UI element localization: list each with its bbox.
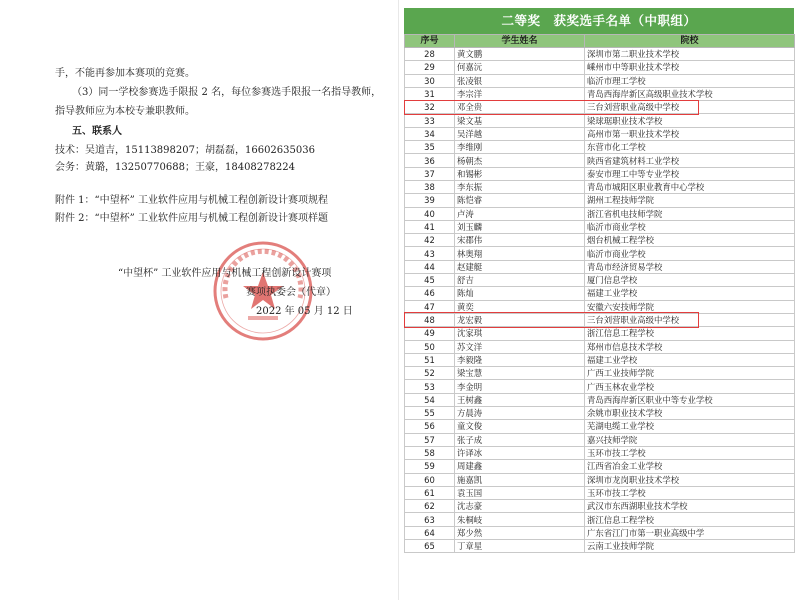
row-number: 55: [405, 407, 455, 420]
table-row: [405, 446, 795, 459]
row-number: 58: [405, 446, 455, 459]
row-number: 48: [405, 313, 455, 326]
table-row: [405, 260, 795, 273]
student-name: 梁文基: [455, 114, 585, 127]
row-number: 42: [405, 234, 455, 247]
school-name: 临沂市商业学校: [585, 247, 795, 260]
school-name: 梁球琚职业技术学校: [585, 114, 795, 127]
student-name: 童文俊: [455, 420, 585, 433]
table-row: [405, 154, 795, 167]
school-name: 深圳市第二职业技术学校: [585, 48, 795, 61]
doc-line-3: 指导教师应为本校专兼职教师。: [55, 106, 195, 117]
school-name: 江西省冶金工业学校: [585, 460, 795, 473]
section-heading-contacts: 五、联系人: [72, 126, 122, 137]
table-row: [405, 513, 795, 526]
contact-meeting: 会务：黄璐，13250770688；王豪，18408278224: [55, 162, 295, 173]
school-name: 高州市第一职业技术学校: [585, 127, 795, 140]
row-number: 54: [405, 393, 455, 406]
student-name: 卢涛: [455, 207, 585, 220]
row-number: 50: [405, 340, 455, 353]
award-list-page: [404, 8, 794, 553]
row-number: 30: [405, 74, 455, 87]
student-name: 张子成: [455, 433, 585, 446]
left-document-page: [0, 0, 395, 600]
table-row: [405, 180, 795, 193]
school-name: 福建工业学校: [585, 353, 795, 366]
school-name: 余姚市职业技术学校: [585, 407, 795, 420]
table-row: [405, 526, 795, 539]
row-number: 40: [405, 207, 455, 220]
table-row: [405, 393, 795, 406]
table-row: [405, 460, 795, 473]
table-row: [405, 87, 795, 100]
student-name: 刘玉麟: [455, 220, 585, 233]
student-name: 王树鑫: [455, 393, 585, 406]
attachment-2: 附件 2：“中望杯” 工业软件应用与机械工程创新设计赛项样题: [55, 213, 328, 224]
student-name: 沈家琪: [455, 327, 585, 340]
page-divider: [398, 0, 399, 600]
header-school: 院校: [585, 35, 795, 48]
row-number: 28: [405, 48, 455, 61]
table-row: [405, 407, 795, 420]
table-header-row: [405, 35, 795, 48]
contact-technical: 技术：吴道吉，15113898207；胡磊磊，16602635036: [55, 145, 315, 156]
table-row: [405, 48, 795, 61]
student-name: 许译冰: [455, 446, 585, 459]
school-name: 烟台机械工程学校: [585, 234, 795, 247]
school-name: 三台刘营职业高级中学校: [585, 313, 795, 326]
school-name: 浙江省机电技师学院: [585, 207, 795, 220]
row-number: 47: [405, 300, 455, 313]
student-name: 李维刚: [455, 141, 585, 154]
school-name: 深圳市龙岗职业技术学校: [585, 473, 795, 486]
student-name: 和锡彬: [455, 167, 585, 180]
school-name: 陕西省建筑材料工业学校: [585, 154, 795, 167]
table-row: [405, 539, 795, 552]
table-row: [405, 74, 795, 87]
school-name: 东营市化工学校: [585, 141, 795, 154]
highlight-row-32: [404, 100, 699, 115]
student-name: 邓全贵: [455, 101, 585, 114]
row-number: 45: [405, 274, 455, 287]
student-name: 施嘉凯: [455, 473, 585, 486]
school-name: 广西工业技师学院: [585, 367, 795, 380]
school-name: 浙江信息工程学校: [585, 327, 795, 340]
school-name: 广东省江门市第一职业高级中学: [585, 526, 795, 539]
table-body: [405, 48, 795, 553]
table-row: [405, 353, 795, 366]
table-row: [405, 420, 795, 433]
student-name: 龙宏毅: [455, 313, 585, 326]
row-number: 32: [405, 101, 455, 114]
table-row: [405, 234, 795, 247]
row-number: 39: [405, 194, 455, 207]
row-number: 38: [405, 180, 455, 193]
row-number: 53: [405, 380, 455, 393]
row-number: 57: [405, 433, 455, 446]
row-number: 31: [405, 87, 455, 100]
student-name: 黄文鹏: [455, 48, 585, 61]
header-number: 序号: [405, 35, 455, 48]
student-name: 李金明: [455, 380, 585, 393]
student-name: 舒吉: [455, 274, 585, 287]
signature-date: 2022 年 05 月 12 日: [256, 306, 353, 317]
doc-line-2: （3）同一学校参赛选手限报 2 名，每位参赛选手限报一名指导教师，: [72, 87, 382, 98]
school-name: 青岛西海岸新区职业中等专业学校: [585, 393, 795, 406]
row-number: 61: [405, 486, 455, 499]
row-number: 35: [405, 141, 455, 154]
highlight-row-48: [404, 312, 699, 327]
signature-org: “中望杯” 工业软件应用与机械工程创新设计赛项: [118, 268, 332, 279]
row-number: 52: [405, 367, 455, 380]
school-name: 泰安市理工中等专业学校: [585, 167, 795, 180]
student-name: 朱桐岐: [455, 513, 585, 526]
row-number: 41: [405, 220, 455, 233]
student-name: 梁宝慧: [455, 367, 585, 380]
school-name: 三台刘营职业高级中学校: [585, 101, 795, 114]
table-row: [405, 340, 795, 353]
student-name: 方晨涛: [455, 407, 585, 420]
row-number: 64: [405, 526, 455, 539]
table-row: [405, 473, 795, 486]
table-row: [405, 500, 795, 513]
student-name: 李东振: [455, 180, 585, 193]
school-name: 湖州工程技师学院: [585, 194, 795, 207]
school-name: 嘉兴技师学院: [585, 433, 795, 446]
student-name: 苏文洋: [455, 340, 585, 353]
school-name: 芜湖电缆工业学校: [585, 420, 795, 433]
school-name: 厦门信息学校: [585, 274, 795, 287]
row-number: 65: [405, 539, 455, 552]
table-row: [405, 367, 795, 380]
school-name: 玉环市技工学校: [585, 486, 795, 499]
school-name: 嵊州市中等职业技术学校: [585, 61, 795, 74]
student-name: 郑少然: [455, 526, 585, 539]
row-number: 37: [405, 167, 455, 180]
table-row: [405, 207, 795, 220]
row-number: 46: [405, 287, 455, 300]
school-name: 郑州市信息技术学校: [585, 340, 795, 353]
student-name: 李毅隆: [455, 353, 585, 366]
student-name: 李宗洋: [455, 87, 585, 100]
student-name: 吴洋越: [455, 127, 585, 140]
row-number: 49: [405, 327, 455, 340]
student-name: 赵建艇: [455, 260, 585, 273]
table-title: 二等奖 获奖选手名单（中职组）: [404, 8, 794, 34]
table-row: [405, 380, 795, 393]
student-name: 周建鑫: [455, 460, 585, 473]
table-row: [405, 167, 795, 180]
row-number: 29: [405, 61, 455, 74]
school-name: 武汉市东西湖职业技术学校: [585, 500, 795, 513]
table-row: [405, 433, 795, 446]
school-name: 福建工业学校: [585, 287, 795, 300]
table-row: [405, 274, 795, 287]
school-name: 云南工业技师学院: [585, 539, 795, 552]
student-name: 杨朝杰: [455, 154, 585, 167]
school-name: 安徽六安技师学院: [585, 300, 795, 313]
student-name: 张凌银: [455, 74, 585, 87]
school-name: 广西玉林农业学校: [585, 380, 795, 393]
row-number: 63: [405, 513, 455, 526]
row-number: 43: [405, 247, 455, 260]
table-row: [405, 247, 795, 260]
row-number: 62: [405, 500, 455, 513]
table-row: [405, 141, 795, 154]
student-name: 黄奕: [455, 300, 585, 313]
school-name: 青岛市经济贸易学校: [585, 260, 795, 273]
table-row: [405, 287, 795, 300]
student-name: 沈志豪: [455, 500, 585, 513]
row-number: 33: [405, 114, 455, 127]
table-row: [405, 194, 795, 207]
school-name: 临沂市商业学校: [585, 220, 795, 233]
table-row: [405, 114, 795, 127]
doc-line-1: 手，不能再参加本赛项的竞赛。: [55, 68, 195, 79]
student-name: 丁章星: [455, 539, 585, 552]
table-row: [405, 486, 795, 499]
student-name: 林奥翔: [455, 247, 585, 260]
row-number: 59: [405, 460, 455, 473]
row-number: 56: [405, 420, 455, 433]
row-number: 36: [405, 154, 455, 167]
table-row: [405, 327, 795, 340]
table-row: [405, 61, 795, 74]
row-number: 51: [405, 353, 455, 366]
row-number: 60: [405, 473, 455, 486]
student-name: 何嘉沅: [455, 61, 585, 74]
table-row: [405, 220, 795, 233]
signature-committee: 赛项执委会（代章）: [246, 287, 336, 298]
student-name: 陈灿: [455, 287, 585, 300]
header-student-name: 学生姓名: [455, 35, 585, 48]
school-name: 青岛西海岸新区高级职业技术学校: [585, 87, 795, 100]
row-number: 34: [405, 127, 455, 140]
school-name: 临沂市理工学校: [585, 74, 795, 87]
row-number: 44: [405, 260, 455, 273]
table-row: [405, 127, 795, 140]
school-name: 青岛市城阳区职业教育中心学校: [585, 180, 795, 193]
student-name: 宋郡伟: [455, 234, 585, 247]
attachment-1: 附件 1：“中望杯” 工业软件应用与机械工程创新设计赛项规程: [55, 195, 328, 206]
student-name: 袁玉国: [455, 486, 585, 499]
table-row: [405, 300, 795, 313]
student-name: 陈恺睿: [455, 194, 585, 207]
school-name: 玉环市技工学校: [585, 446, 795, 459]
school-name: 浙江信息工程学校: [585, 513, 795, 526]
